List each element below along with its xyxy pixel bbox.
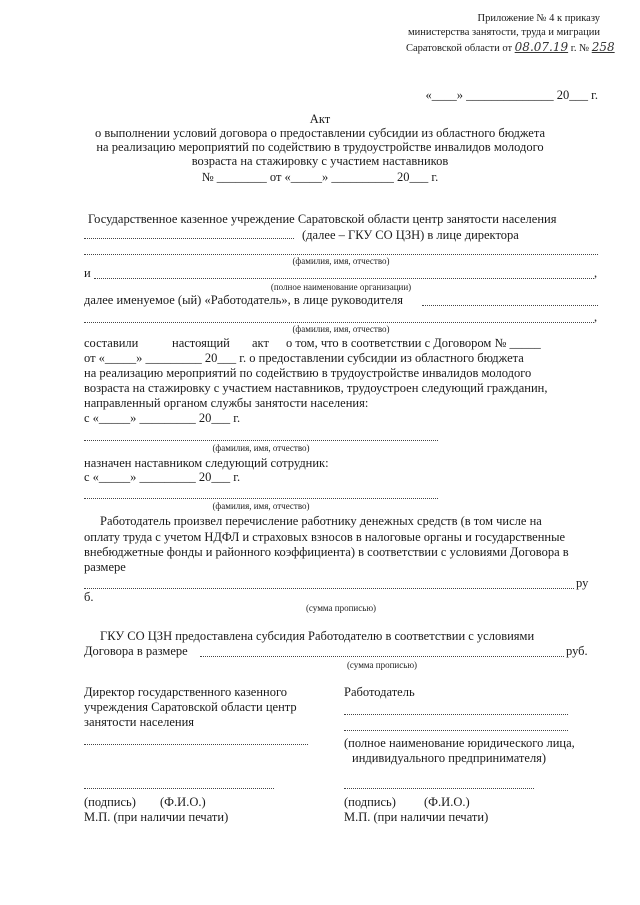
appendix-number: 258 bbox=[591, 40, 615, 54]
appendix-line-3 bbox=[406, 40, 615, 56]
right-caption-1: (полное наименование юридического лица, bbox=[344, 736, 575, 750]
left-seal-note: М.П. (при наличии печати) bbox=[84, 810, 229, 824]
left-sign-line-2: учреждения Саратовской области центр bbox=[84, 700, 297, 714]
blank-line bbox=[84, 744, 308, 745]
appendix-line-1: Приложение № 4 к приказу bbox=[477, 13, 600, 24]
left-sign-caption: (подпись) bbox=[84, 795, 136, 809]
rub-b: б. bbox=[84, 590, 94, 604]
p1-line-2: (далее – ГКУ СО ЦЗН) в лице директора bbox=[302, 228, 519, 242]
p2-line: далее именуемое (ый) «Работодатель», в лице руководителя bbox=[84, 293, 403, 307]
blank-line bbox=[422, 305, 598, 306]
title-line-3: на реализацию мероприятий по содействию в трудоустройстве инвалидов молодого bbox=[96, 140, 544, 154]
blank-line bbox=[94, 278, 594, 279]
blank-line bbox=[84, 322, 594, 323]
appendix-date: 08.07.19 bbox=[514, 40, 569, 54]
doc-title: Акт bbox=[309, 112, 331, 126]
blank-line bbox=[84, 788, 274, 789]
blank-line bbox=[344, 714, 568, 715]
caption-fio-4: (фамилия, имя, отчество) bbox=[212, 501, 310, 511]
document-page: Приложение № 4 к приказу министерства занятости, труда и миграции Саратовской области от 08.07.19 г. № 258 «____» ______________ 20___ г. Акт о выполнении условий договора о предоставлении субсидии из областного бюджета на реализацию мероприятий по содействию в трудоустройстве инвалидов молодого возраста на стажировку с участием наставников № ________ от «_____» __________ 20___ г. Государственное казенное учреждение Саратовской области центр занятости населения (далее – ГКУ СО ЦЗН) в лице директора (фамилия, имя, отчество) и , (полное наименование организации) далее именуемое (ый) «Работодатель», в лице руководителя , (фамилия, имя, отчество) составили настоящий акт о том, что в соответствии с Договором № _____ от «_____» _________ 20___ г. о предоставлении субсидии из областного бюджета на реализацию мероприятий по содействию в трудоустройстве инвалидов молодого возраста на стажировку с участием наставников, трудоустроен следующий гражданин, направленный органом службы занятости населения: с «_____» _________ 20___ г. (фамилия, имя, отчество) назначен наставником следующий сотрудник: с «_____» _________ 20___ г. (фамилия, имя, отчество) Работодатель произвел перечисление работнику денежных средств (в том числе на оплату труда с учетом НДФЛ и страховых взносов в налоговые органы и государственные внебюджетные фонды и районного коэффициента) в соответствии с условиями Договора в размере ру б. (сумма прописью) ГКУ СО ЦЗН предоставлена субсидия Работодателю в соответствии с условиями Договора в размере руб. (сумма прописью) Директор государственного казенного учреждения Саратовской области центр занятости населения Работодатель (полное наименование юридического лица, индивидуального предпринимателя) (подпись) (Ф.И.О.) М.П. (при наличии печати) (подпись) (Ф.И.О.) М.П. (при наличии печати) bbox=[0, 0, 640, 905]
p3-line-4: возраста на стажировку с участием наставников, трудоустроен следующий гражданин, bbox=[84, 381, 548, 395]
p5-line-2: Договора в размере bbox=[84, 644, 188, 658]
left-fio-caption: (Ф.И.О.) bbox=[160, 795, 206, 809]
left-sign-line-3: занятости населения bbox=[84, 715, 195, 729]
blank-line bbox=[84, 254, 598, 255]
caption-fio-3: (фамилия, имя, отчество) bbox=[212, 443, 310, 453]
p3-word-3: акт bbox=[252, 336, 269, 350]
p3-word-1: составили bbox=[84, 336, 139, 350]
p3-line-3: на реализацию мероприятий по содействию в трудоустройстве инвалидов молодого bbox=[84, 366, 532, 380]
mentor-line: назначен наставником следующий сотрудник: bbox=[84, 456, 329, 470]
right-seal-note: М.П. (при наличии печати) bbox=[344, 810, 489, 824]
appendix-num-prefix: г. № bbox=[570, 43, 590, 54]
right-fio-caption: (Ф.И.О.) bbox=[424, 795, 470, 809]
blank-line bbox=[200, 656, 564, 657]
p3-line-5: направленный органом службы занятости населения: bbox=[84, 396, 369, 410]
blank-line bbox=[84, 238, 294, 239]
caption-org: (полное наименование организации) bbox=[270, 282, 412, 292]
left-sign-line-1: Директор государственного казенного bbox=[84, 685, 288, 699]
title-line-5: № ________ от «_____» __________ 20___ г. bbox=[201, 170, 439, 184]
since-date-2: с «_____» _________ 20___ г. bbox=[84, 470, 241, 484]
appendix-line-2: министерства занятости, труда и миграции bbox=[408, 27, 600, 38]
right-sign-caption: (подпись) bbox=[344, 795, 396, 809]
blank-line bbox=[344, 730, 568, 731]
p1-line-1: Государственное казенное учреждение Саратовской области центр занятости населения bbox=[88, 212, 557, 226]
appendix-prefix: Саратовской области от bbox=[406, 43, 513, 54]
caption-sum-2: (сумма прописью) bbox=[346, 660, 418, 670]
p3-line-1-tail: о том, что в соответствии с Договором № _____ bbox=[286, 336, 541, 350]
p3-line-2: от «_____» _________ 20___ г. о предоставлении субсидии из областного бюджета bbox=[84, 351, 524, 365]
p4-line-2: оплату труда с учетом НДФЛ и страховых взносов в налоговые органы и государственные bbox=[84, 530, 566, 544]
and-text: и bbox=[84, 266, 91, 280]
title-line-2: о выполнении условий договора о предоставлении субсидии из областного бюджета bbox=[94, 126, 546, 140]
caption-sum-1: (сумма прописью) bbox=[305, 603, 377, 613]
right-caption-2: индивидуального предпринимателя) bbox=[352, 751, 547, 765]
p4-line-3: внебюджетные фонды и районного коэффициента) в соответствии с условиями Договора в bbox=[84, 545, 569, 559]
caption-fio-1: (фамилия, имя, отчество) bbox=[292, 256, 390, 266]
blank-line bbox=[344, 788, 534, 789]
since-date-1: с «_____» _________ 20___ г. bbox=[84, 411, 241, 425]
title-line-4: возраста на стажировку с участием наставников bbox=[191, 154, 449, 168]
p4-line-4: размере bbox=[84, 560, 126, 574]
right-sign-title: Работодатель bbox=[344, 685, 415, 699]
p3-word-2: настоящий bbox=[172, 336, 230, 350]
rub-2: руб. bbox=[566, 644, 588, 658]
blank-line bbox=[84, 440, 438, 441]
date-header: «____» ______________ 20___ г. bbox=[425, 88, 598, 102]
p5-line-1: ГКУ СО ЦЗН предоставлена субсидия Работодателю в соответствии с условиями bbox=[100, 629, 535, 643]
p4-line-1: Работодатель произвел перечисление работнику денежных средств (в том числе на bbox=[100, 514, 542, 528]
rub-end: ру bbox=[576, 576, 589, 590]
blank-line bbox=[84, 498, 438, 499]
caption-fio-2: (фамилия, имя, отчество) bbox=[292, 324, 390, 334]
blank-line bbox=[84, 588, 574, 589]
